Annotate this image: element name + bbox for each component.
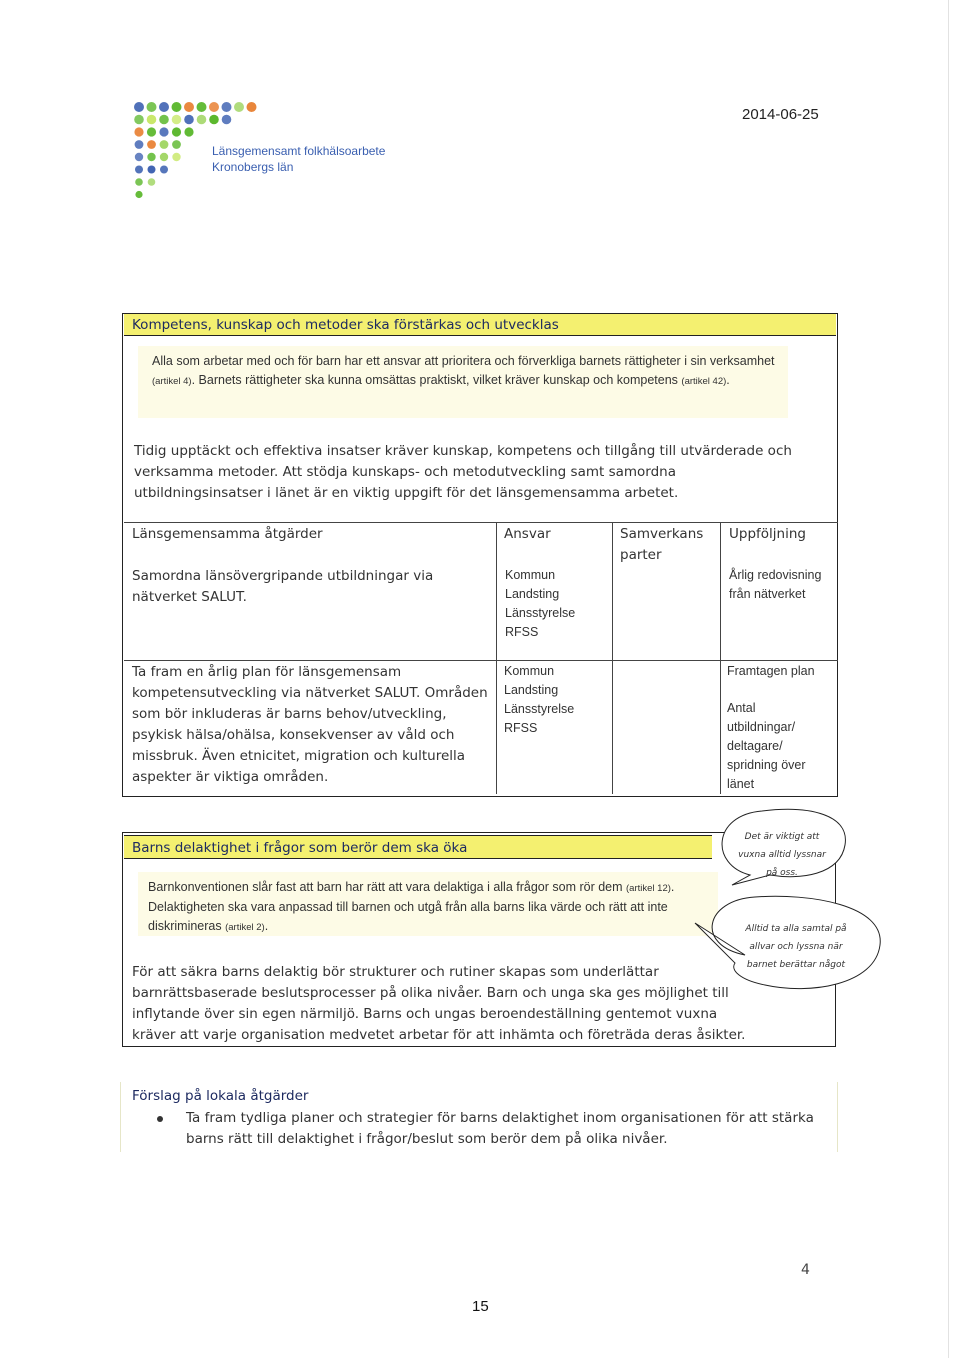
competence-paragraph: Tidig upptäckt och effektiva insatser kräver kunskap, kompetens och tillgång till utvärderade och verksamma metoder. Att stödja kunskaps- och metodutveckling samt samordna utbildningsinsatser i länet är en viktig uppgift för det länsgemensamma arbetet.	[134, 443, 792, 501]
responsible-item: Länsstyrelse	[505, 606, 576, 620]
logo-dot	[172, 127, 181, 136]
logo-dot	[172, 153, 180, 161]
org-region: Kronobergs län	[212, 160, 294, 174]
table-rule	[124, 522, 838, 523]
page-number-outer: 15	[472, 1298, 489, 1315]
article-ref: (artikel 12)	[626, 883, 671, 894]
logo-dot	[184, 127, 193, 136]
logo	[132, 100, 412, 210]
responsible-item: RFSS	[504, 721, 538, 735]
table-rule	[496, 522, 497, 794]
note-text-b: . Delaktigheten ska vara anpassad till barnen och utgå från alla barns lika värde och rätt att inte diskrimineras	[148, 880, 675, 933]
article-ref: (artikel 2)	[225, 922, 265, 933]
bullet-icon	[157, 1116, 163, 1122]
followup-item: Antal utbildningar/ deltagare/ spridning över länet	[727, 701, 806, 791]
note-text-c: .	[264, 919, 269, 933]
logo-dot	[160, 153, 168, 161]
speech-bubble-quote: Det är viktigt att vuxna alltid lyssnar på oss.	[738, 832, 826, 878]
logo-dot	[159, 127, 168, 136]
table-cell-responsible	[504, 662, 574, 738]
table-header-actions: Länsgemensamma åtgärder	[132, 526, 323, 542]
logo-dot	[134, 127, 143, 136]
logo-dot	[147, 115, 157, 125]
note-text-a: Barnkonventionen slår fast att barn har rätt att vara delaktiga i alla frågor som rör dem	[148, 880, 627, 894]
logo-dot	[147, 127, 156, 136]
logo-dot	[135, 178, 143, 186]
logo-dot	[148, 166, 156, 174]
responsible-item: Kommun	[505, 568, 556, 582]
logo-dot	[172, 102, 182, 112]
table-header-followup: Uppföljning	[729, 526, 806, 542]
logo-dot	[135, 140, 144, 149]
logo-dot	[159, 115, 169, 125]
speech-bubble-quote: Alltid ta alla samtal på allvar och lyssna när barnet berättar något	[745, 924, 847, 970]
logo-dot	[184, 115, 194, 125]
logo-dot	[172, 140, 181, 149]
section-competence-heading: Kompetens, kunskap och metoder ska förstärkas och utvecklas	[124, 314, 836, 336]
table-rule	[720, 522, 721, 794]
logo-dot	[209, 102, 219, 112]
logo-dot	[172, 115, 182, 125]
note-text-c: .	[726, 373, 730, 387]
responsible-item: Landsting	[505, 587, 560, 601]
section-participation-heading: Barns delaktighet i frågor som berör dem ska öka	[124, 835, 712, 859]
logo-dot	[160, 166, 168, 174]
responsible-item: RFSS	[505, 625, 539, 639]
logo-dot	[134, 102, 144, 112]
logo-dot	[147, 153, 155, 161]
document-date: 2014-06-25	[742, 106, 819, 123]
participation-paragraph: För att säkra barns delaktig bör strukturer och rutiner skapas som underlättar barnrättsbaserade beslutsprocesser på olika nivåer. Barn och unga ska ges möjlighet till inflytande över sin egen närmiljö. Barns och ungas beroendeställning gentemot vuxna kräver att varje organisation medvetet arbetar för att inhämta och företräda deras åsikter.	[132, 964, 746, 1043]
table-header-responsible: Ansvar	[504, 526, 551, 542]
responsible-item: Landsting	[504, 683, 559, 697]
note-text-a: Alla som arbetar med och för barn har ett ansvar att prioritera och förverkliga barnets rättigheter i sin verksamhet	[152, 354, 775, 368]
logo-dot	[197, 115, 207, 125]
convention-note	[152, 352, 792, 391]
table-cell-followup: Årlig redovisning från nätverket	[729, 568, 822, 601]
logo-dot	[159, 102, 169, 112]
logo-dot	[222, 115, 232, 125]
logo-dot	[147, 140, 156, 149]
logo-dot	[222, 102, 232, 112]
logo-dot	[134, 115, 144, 125]
logo-dot	[135, 191, 142, 198]
table-header-partners: Samverkans parter	[620, 526, 704, 563]
local-measure-item: Ta fram tydliga planer och strategier för barns delaktighet inom organisationen för att stärka barns rätt till delaktighet i frågor/beslut som berör dem på olika nivåer.	[186, 1110, 814, 1147]
scan-edge	[948, 0, 949, 1358]
table-cell-action: Ta fram en årlig plan för länsgemensam kompetensutveckling via nätverket SALUT. Områden som bör inkluderas är barns behov/utveckling, psykisk hälsa/ohälsa, konsekvenser av våld och missbruk. Även etnicitet, migration och kulturella aspekter är viktiga områden.	[132, 664, 488, 785]
org-name: Länsgemensamt folkhälsoarbete	[212, 144, 386, 158]
logo-dot	[197, 102, 207, 112]
logo-dot	[148, 178, 156, 186]
page-number-inner: 4	[801, 1262, 810, 1278]
table-cell-action: Samordna länsövergripande utbildningar via nätverket SALUT.	[132, 568, 434, 605]
logo-dot	[209, 115, 219, 125]
responsible-item: Länsstyrelse	[504, 702, 575, 716]
table-rule	[612, 522, 613, 794]
logo-text	[212, 143, 385, 175]
logo-dot	[135, 166, 143, 174]
logo-dot	[160, 140, 169, 149]
table-cell-responsible	[505, 566, 575, 642]
table-cell-followup	[727, 662, 827, 794]
logo-dot	[135, 153, 143, 161]
article-ref: (artikel 42)	[681, 376, 727, 387]
table-rule	[124, 660, 838, 661]
logo-dot	[184, 102, 194, 112]
responsible-item: Kommun	[504, 664, 555, 678]
logo-dot	[234, 102, 244, 112]
followup-item: Framtagen plan	[727, 664, 815, 678]
logo-dot	[247, 102, 257, 112]
local-measures-heading: Förslag på lokala åtgärder	[132, 1088, 309, 1104]
article-ref: (artikel 4)	[152, 376, 192, 387]
convention-note	[148, 878, 708, 937]
note-text-b: . Barnets rättigheter ska kunna omsättas praktiskt, vilket kräver kunskap och kompetens	[191, 373, 682, 387]
logo-dot	[147, 102, 157, 112]
